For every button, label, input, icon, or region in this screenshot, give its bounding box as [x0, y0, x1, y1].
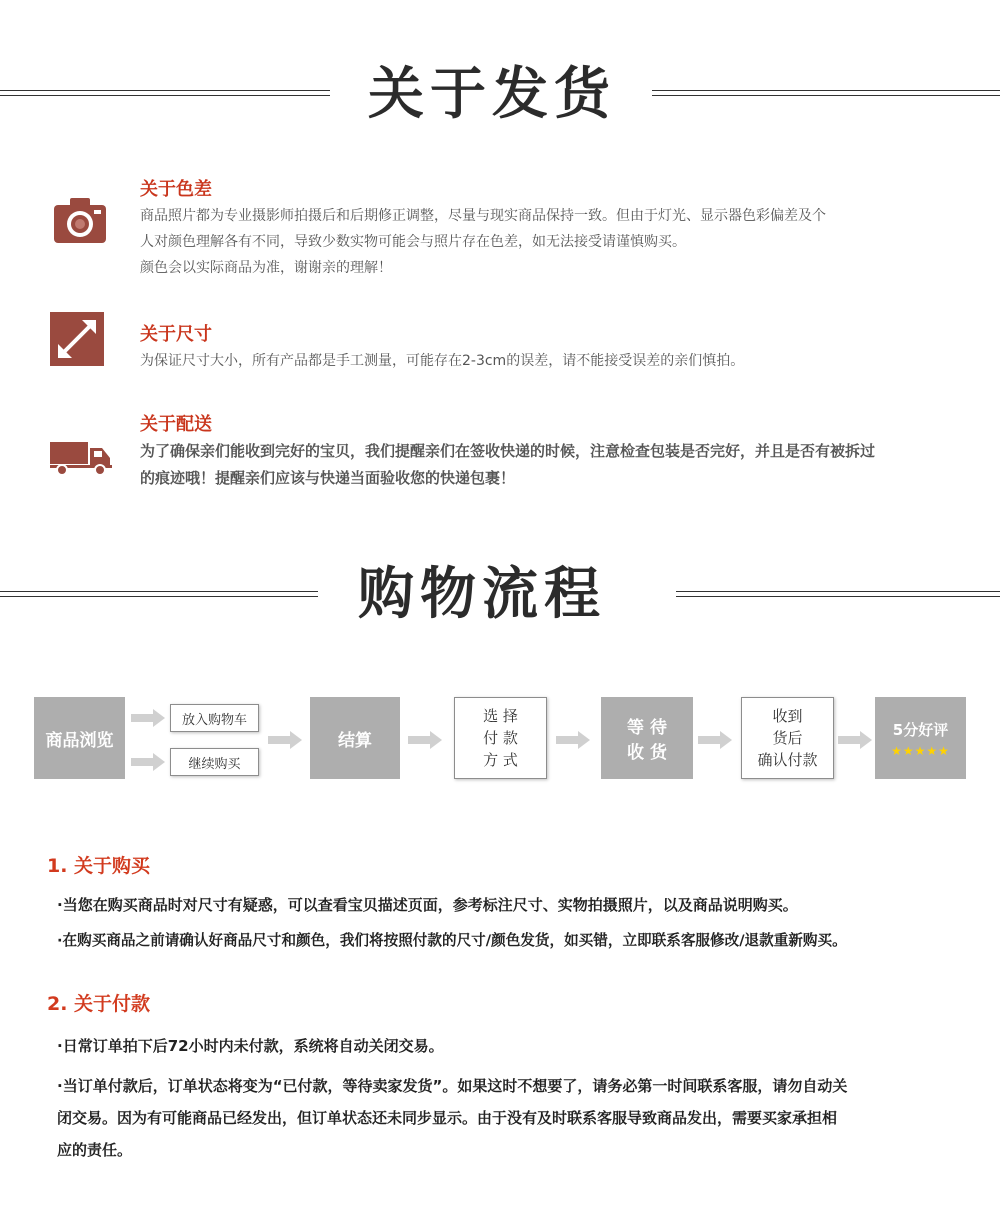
- truck-icon: [50, 438, 112, 478]
- section-title-shopping-process: 购物流程: [358, 562, 606, 627]
- flow-step-review: [875, 697, 966, 779]
- flow-arrow-icon: [698, 731, 732, 749]
- flow-step-label: 收 货: [627, 743, 667, 763]
- flow-step-label: 结算: [338, 730, 372, 751]
- section-heading-purchase: 1. 关于购买: [47, 855, 151, 877]
- flow-arrow-icon: [838, 731, 872, 749]
- info-item-size: [50, 320, 980, 380]
- flow-step-add-to-cart: [170, 704, 259, 732]
- camera-icon: [50, 193, 110, 253]
- section-title-row-shopping-process: [0, 555, 1000, 635]
- text-line: ·当订单付款后，订单状态将变为“已付款，等待卖家发货”。如果这时不想要了，请务必第一时间联系客服，请勿自动关: [57, 1077, 848, 1095]
- flow-arrow-icon: [131, 709, 165, 727]
- flow-step-label: 继续购买: [188, 756, 241, 772]
- flow-step-label: 确认付款: [757, 751, 818, 769]
- item-heading: 关于尺寸: [140, 324, 212, 345]
- text-line: 应的责任。: [57, 1141, 133, 1159]
- flow-step-checkout: [310, 697, 400, 779]
- item-body: [140, 348, 980, 374]
- text-line: 闭交易。因为有可能商品已经发出，但订单状态还未同步显示。由于没有及时联系客服导致商品发出，需要买家承担相: [57, 1109, 838, 1127]
- title-rule-left: [0, 591, 318, 597]
- title-rule-right: [652, 90, 1000, 96]
- section-heading-payment: 2. 关于付款: [47, 993, 151, 1015]
- flow-step-label: 付 款: [483, 729, 518, 747]
- item-heading: 关于配送: [140, 414, 212, 435]
- item-body-line: 商品照片都为专业摄影师拍摄后和后期修正调整，尽量与现实商品保持一致。但由于灯光、显示器色彩偏差及个: [140, 208, 826, 224]
- star-rating-icon: ★★★★★: [891, 743, 950, 758]
- section-title-row-shipping: [0, 55, 1000, 135]
- item-body-line: 的痕迹哦！提醒亲们应该与快递当面验收您的快递包裹！: [140, 469, 516, 487]
- item-heading: 关于色差: [140, 179, 212, 200]
- flow-step-label: 货后: [772, 729, 803, 747]
- title-rule-left: [0, 90, 330, 96]
- flow-step-wait-delivery: [601, 697, 693, 779]
- text-line: ·日常订单拍下后72小时内未付款，系统将自动关闭交易。: [57, 1037, 444, 1055]
- flow-step-label: 商品浏览: [45, 730, 114, 751]
- flow-arrow-icon: [268, 731, 302, 749]
- flow-step-label: 收到: [772, 707, 803, 725]
- flow-step-continue-shopping: [170, 748, 259, 776]
- flow-step-payment-method: [454, 697, 547, 779]
- flow-arrow-icon: [556, 731, 590, 749]
- flow-step-label: 等 待: [627, 718, 667, 738]
- item-body-line: 颜色会以实际商品为准，谢谢亲的理解！: [140, 260, 392, 276]
- info-item-delivery: [50, 410, 980, 490]
- section-title-shipping: 关于发货: [368, 62, 616, 127]
- flow-step-label: 选 择: [483, 707, 518, 725]
- item-body-line: 为了确保亲们能收到完好的宝贝，我们提醒亲们在签收快递的时候，注意检查包装是否完好，并且是否有被拆过: [140, 442, 876, 460]
- flow-arrow-icon: [131, 753, 165, 771]
- text-line: ·当您在购买商品时对尺寸有疑惑，可以查看宝贝描述页面，参考标注尺寸、实物拍摄照片，以及商品说明购买。: [57, 896, 798, 914]
- item-body-line: 为保证尺寸大小，所有产品都是手工测量，可能存在2-3cm的误差，请不能接受误差的亲们慎拍。: [140, 353, 745, 369]
- info-item-color-difference: [50, 175, 980, 285]
- flow-step-label: 放入购物车: [181, 712, 247, 728]
- item-body: [140, 203, 980, 281]
- flow-arrow-icon: [408, 731, 442, 749]
- flow-step-confirm-payment: [741, 697, 834, 779]
- flow-step-browse: [34, 697, 125, 779]
- title-rule-right: [676, 591, 1000, 597]
- flow-step-label: 方 式: [483, 751, 518, 769]
- item-body-line: 人对颜色理解各有不同，导致少数实物可能会与照片存在色差，如无法接受请谨慎购买。: [140, 234, 686, 250]
- text-line: ·在购买商品之前请确认好商品尺寸和颜色，我们将按照付款的尺寸/颜色发货，如买错，立即联系客服修改/退款重新购买。: [57, 932, 847, 949]
- resize-arrow-icon: [50, 312, 104, 366]
- flow-step-label: 5分好评: [892, 720, 949, 739]
- item-body: [140, 438, 980, 492]
